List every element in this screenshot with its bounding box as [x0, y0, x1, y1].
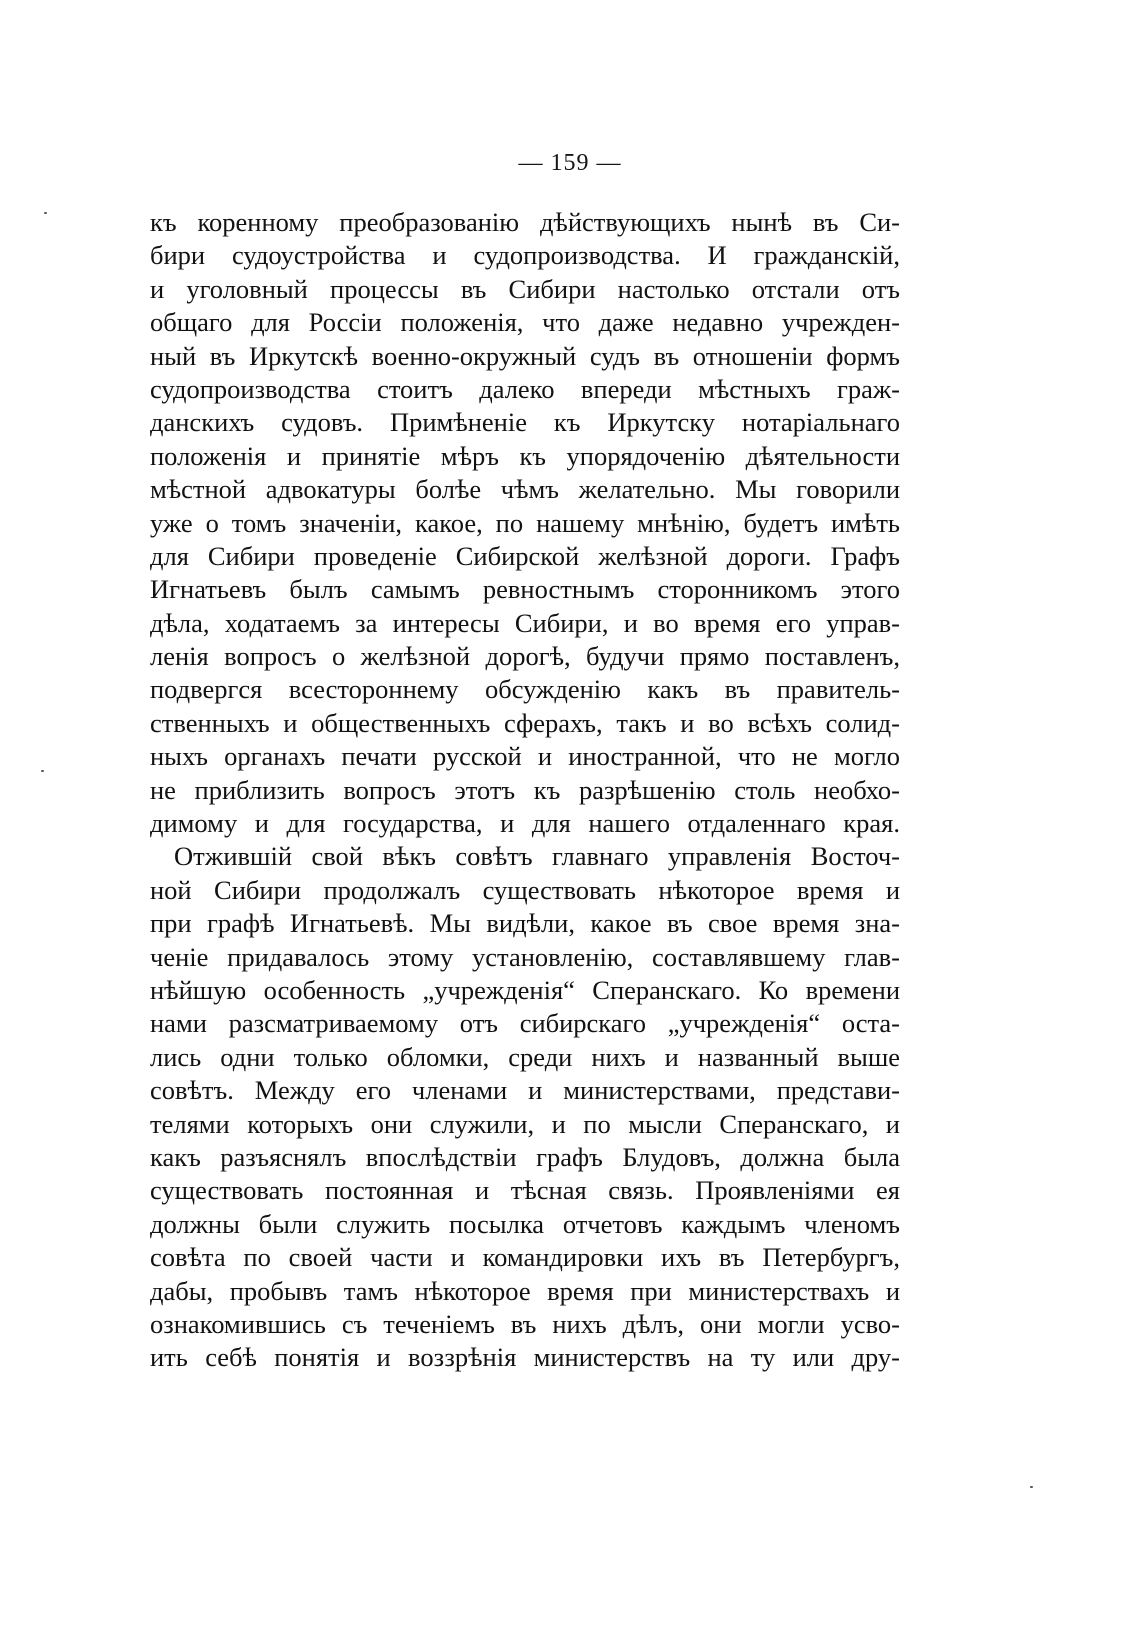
text-line: ознакомившись съ теченіемъ въ нихъ дѣлъ, они могли усво-	[150, 1308, 900, 1339]
text-line: ственныхъ и общественныхъ сферахъ, такъ и во всѣхъ солид-	[150, 707, 900, 738]
text-line: какъ разъяснялъ впослѣдствіи графъ Блудовъ, должна была	[150, 1141, 900, 1172]
text-line: судопроизводства стоитъ далеко впереди мѣстныхъ граж-	[150, 373, 900, 404]
text-line: ить себѣ понятія и воззрѣнія министерствъ на ту или дру-	[150, 1342, 900, 1373]
text-line: для Сибири проведеніе Сибирской желѣзной дороги. Графъ	[150, 540, 900, 571]
text-line: не приблизить вопросъ этотъ къ разрѣшенію столь необхо-	[150, 774, 900, 805]
text-line: ной Сибири продолжалъ существовать нѣкоторое время и	[150, 874, 900, 905]
text-line: совѣтъ. Между его членами и министерствами, представи-	[150, 1075, 900, 1106]
text-line: уже о томъ значеніи, какое, по нашему мнѣнію, будетъ имѣть	[150, 507, 900, 538]
scan-speck	[44, 212, 47, 214]
text-line: димому и для государства, и для нашего отдаленнаго края.	[150, 808, 900, 839]
text-line: ныхъ органахъ печати русской и иностранной, что не могло	[150, 741, 900, 772]
text-line: и уголовный процессы въ Сибири настолько отстали отъ	[150, 273, 900, 304]
text-line: дѣла, ходатаемъ за интересы Сибири, и во время его управ-	[150, 607, 900, 638]
text-line: ченіе придавалось этому установленію, составлявшему глав-	[150, 941, 900, 972]
text-line: лись одни только обломки, среди нихъ и названный выше	[150, 1041, 900, 1072]
text-line: подвергся всестороннему обсужденію какъ въ правитель-	[150, 674, 900, 705]
text-line: данскихъ судовъ. Примѣненіе къ Иркутску нотаріальнаго	[150, 407, 900, 438]
text-line: должны были служить посылка отчетовъ каждымъ членомъ	[150, 1208, 900, 1239]
body-text	[150, 206, 900, 1375]
text-line: телями которыхъ они служили, и по мысли Сперанскаго, и	[150, 1108, 900, 1139]
text-line: бири судоустройства и судопроизводства. И гражданскій,	[150, 240, 900, 271]
text-line: дабы, пробывъ тамъ нѣкоторое время при министерствахъ и	[150, 1275, 900, 1306]
text-line: Игнатьевъ былъ самымъ ревностнымъ сторонникомъ этого	[150, 574, 900, 605]
text-line: къ коренному преобразованію дѣйствующихъ нынѣ въ Си-	[150, 207, 900, 237]
scan-speck	[1030, 1486, 1033, 1488]
text-line: существовать постоянная и тѣсная связь. Проявленіями ея	[150, 1175, 900, 1206]
text-line: нѣйшую особенность „учрежденія“ Сперанскаго. Ко времени	[150, 974, 900, 1005]
text-line: нами разсматриваемому отъ сибирскаго „учрежденія“ оста-	[150, 1008, 900, 1039]
text-line: мѣстной адвокатуры болѣе чѣмъ желательно. Мы говорили	[150, 474, 900, 505]
text-line: Отжившій свой вѣкъ совѣтъ главнаго управленія Восточ-	[174, 841, 900, 872]
text-line: ленія вопросъ о желѣзной дорогѣ, будучи прямо поставленъ,	[150, 641, 900, 672]
page-number: — 159 —	[518, 150, 622, 176]
text-line: положенія и принятіе мѣръ къ упорядоченію дѣятельности	[150, 440, 900, 471]
scan-speck	[41, 770, 44, 772]
text-line: общаго для Россіи положенія, что даже недавно учрежден-	[150, 307, 900, 338]
text-line: ный въ Иркутскѣ военно-окружный судъ въ отношеніи формъ	[150, 340, 900, 371]
text-line: при графѣ Игнатьевѣ. Мы видѣли, какое въ свое время зна-	[150, 908, 900, 939]
text-line: совѣта по своей части и командировки ихъ въ Петербургъ,	[150, 1242, 900, 1273]
